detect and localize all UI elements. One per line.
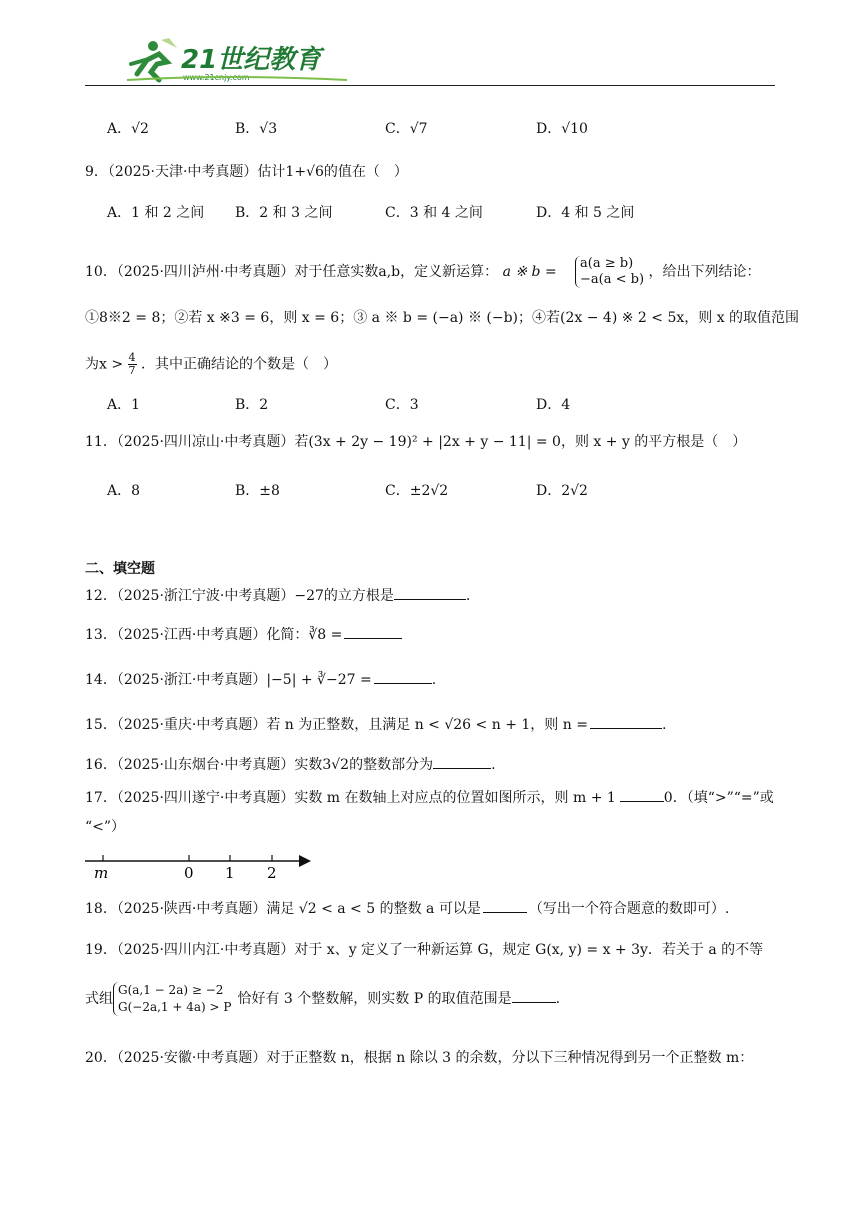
q14: 14．（2025·浙江·中考真题）|−5| + ∛−27 = . bbox=[85, 669, 436, 690]
number-line bbox=[85, 848, 325, 884]
q10-option-a: A．1 bbox=[107, 397, 141, 413]
q10-stem-line1: 10．（2025·四川泸州·中考真题）对于任意实数a,b，定义新运算： a ※ b = a(a ≥ b) −a(a < b) ，给出下列结论： bbox=[85, 256, 761, 287]
q10-line3-post: ．其中正确结论的个数是（ ） bbox=[140, 356, 337, 373]
q19-pre: 式组 bbox=[85, 991, 113, 1007]
q19-line1: 19．（2025·四川内江·中考真题）对于 x、y 定义了一种新运算 G，规定 G(x, y) = x + 3y．若关于 a 的不等 bbox=[85, 942, 764, 958]
q11-option-b: B．±8 bbox=[235, 483, 280, 499]
page-header bbox=[85, 34, 775, 86]
q14-answer-blank[interactable] bbox=[374, 669, 432, 684]
numline-label-0: 0 bbox=[184, 864, 194, 882]
q17 bbox=[85, 787, 774, 808]
svg-text:21世纪教育: 21世纪教育 bbox=[181, 45, 322, 75]
q10-case1: a(a ≥ b) bbox=[580, 256, 634, 271]
q16-stem: 16．（2025·山东烟台·中考真题）实数3√2的整数部分为 bbox=[85, 757, 434, 773]
q10-case2: −a(a < b) bbox=[580, 272, 645, 287]
q12: 12．（2025·浙江宁波·中考真题）−27的立方根是 . bbox=[85, 585, 470, 606]
q19-answer-blank[interactable] bbox=[512, 988, 556, 1003]
numline-label-m: m bbox=[94, 864, 109, 882]
q11-option-c: C．±2√2 bbox=[385, 483, 449, 499]
q9-option-d: D．4 和 5 之间 bbox=[536, 205, 635, 221]
q19-post: 恰好有 3 个整数解，则实数 P 的取值范围是 bbox=[237, 991, 512, 1007]
q11-stem: 11．（2025·四川凉山·中考真题）若(3x + 2y − 19)² + |2x + y − 11| = 0，则 x + y 的平方根是（ ） bbox=[85, 434, 747, 450]
q11-option-a: A．8 bbox=[107, 483, 141, 499]
numline-label-2: 2 bbox=[267, 864, 277, 882]
q17-stem: 17．（2025·四川遂宁·中考真题）实数 m 在数轴上对应点的位置如图所示，则 m + 1 bbox=[85, 790, 616, 806]
q16-answer-blank[interactable] bbox=[433, 754, 491, 769]
q13-stem: 13．（2025·江西·中考真题）化简：∛8 = bbox=[85, 627, 343, 643]
q9-option-b: B．2 和 3 之间 bbox=[235, 205, 333, 221]
q10-stem: 10．（2025·四川泸州·中考真题）对于任意实数a,b，定义新运算： bbox=[85, 264, 499, 280]
q10-option-b: B．2 bbox=[235, 397, 269, 413]
section-fill-in-title: 二、填空题 bbox=[85, 561, 155, 577]
q9-stem: 9．（2025·天津·中考真题）估计1+√6的值在（ ） bbox=[85, 164, 408, 180]
header-rule bbox=[85, 85, 775, 86]
q20-stem: 20．（2025·安徽·中考真题）对于正整数 n，根据 n 除以 3 的余数，分以下三种情况得到另一个正整数 m： bbox=[85, 1050, 754, 1066]
q19-ineq1: G(a,1 − 2a) ≥ −2 bbox=[118, 983, 224, 997]
runner-icon bbox=[131, 38, 177, 80]
q8-option-c: C．√7 bbox=[385, 121, 428, 137]
q10-fraction bbox=[128, 352, 137, 377]
q17-stem-tail: 0．（填“>”“=”或 bbox=[663, 790, 774, 806]
q17-line2: “<”） bbox=[85, 819, 126, 835]
q10-line3 bbox=[85, 352, 337, 377]
q12-answer-blank[interactable] bbox=[394, 585, 466, 600]
logo bbox=[107, 34, 367, 84]
q18-stem: 18．（2025·陕西·中考真题）满足 √2 < a < 5 的整数 a 可以是 bbox=[85, 901, 481, 917]
q19-line2: 式组 G(a,1 − 2a) ≥ −2 G(−2a,1 + 4a) > P 恰好有 3 个整数解，则实数 P 的取值范围是 . bbox=[85, 983, 561, 1014]
q15: 15．（2025·重庆·中考真题）若 n 为正整数，且满足 n < √26 < n + 1，则 n = . bbox=[85, 714, 666, 735]
q11-option-d: D．2√2 bbox=[536, 483, 588, 499]
q15-stem: 15．（2025·重庆·中考真题）若 n 为正整数，且满足 n < √26 < n + 1，则 n = bbox=[85, 717, 588, 733]
q18-answer-blank[interactable] bbox=[483, 898, 527, 913]
q13 bbox=[85, 624, 402, 645]
q13-answer-blank[interactable] bbox=[344, 624, 402, 639]
arrow-icon bbox=[299, 855, 311, 867]
q8-option-b: B．√3 bbox=[235, 121, 278, 137]
q8-option-d: D．√10 bbox=[536, 121, 588, 137]
q15-answer-blank[interactable] bbox=[590, 714, 662, 729]
q8-option-a: A．√2 bbox=[107, 121, 149, 137]
q10-line3-pre: 为x > bbox=[85, 356, 124, 373]
q10-option-d: D．4 bbox=[536, 397, 571, 413]
q10-frac-den: 7 bbox=[128, 364, 136, 377]
q12-stem: 12．（2025·浙江宁波·中考真题）−27的立方根是 bbox=[85, 588, 394, 604]
q16: 16．（2025·山东烟台·中考真题）实数3√2的整数部分为 . bbox=[85, 754, 496, 775]
q17-answer-blank[interactable] bbox=[620, 787, 664, 802]
q10-frac-num: 4 bbox=[128, 351, 136, 364]
q9-option-a: A．1 和 2 之间 bbox=[107, 205, 205, 221]
numline-label-1: 1 bbox=[225, 864, 235, 882]
svg-text:www.21cnjy.com: www.21cnjy.com bbox=[183, 73, 250, 82]
q14-stem: 14．（2025·浙江·中考真题）|−5| + ∛−27 = bbox=[85, 672, 372, 688]
q19-ineq2: G(−2a,1 + 4a) > P bbox=[118, 1000, 232, 1014]
q10-option-c: C．3 bbox=[385, 397, 419, 413]
q18-stem-tail: （写出一个符合题意的数即可）. bbox=[528, 901, 730, 917]
q10-line2: ①8※2 = 8；②若 x ※3 = 6，则 x = 6；③ a ※ b = (−a) ※ (−b)；④若(2x − 4) ※ 2 < 5x，则 x 的取值范围 bbox=[85, 310, 800, 326]
q18 bbox=[85, 898, 729, 919]
q9-option-c: C．3 和 4 之间 bbox=[385, 205, 483, 221]
q10-tail: ，给出下列结论： bbox=[648, 264, 761, 280]
